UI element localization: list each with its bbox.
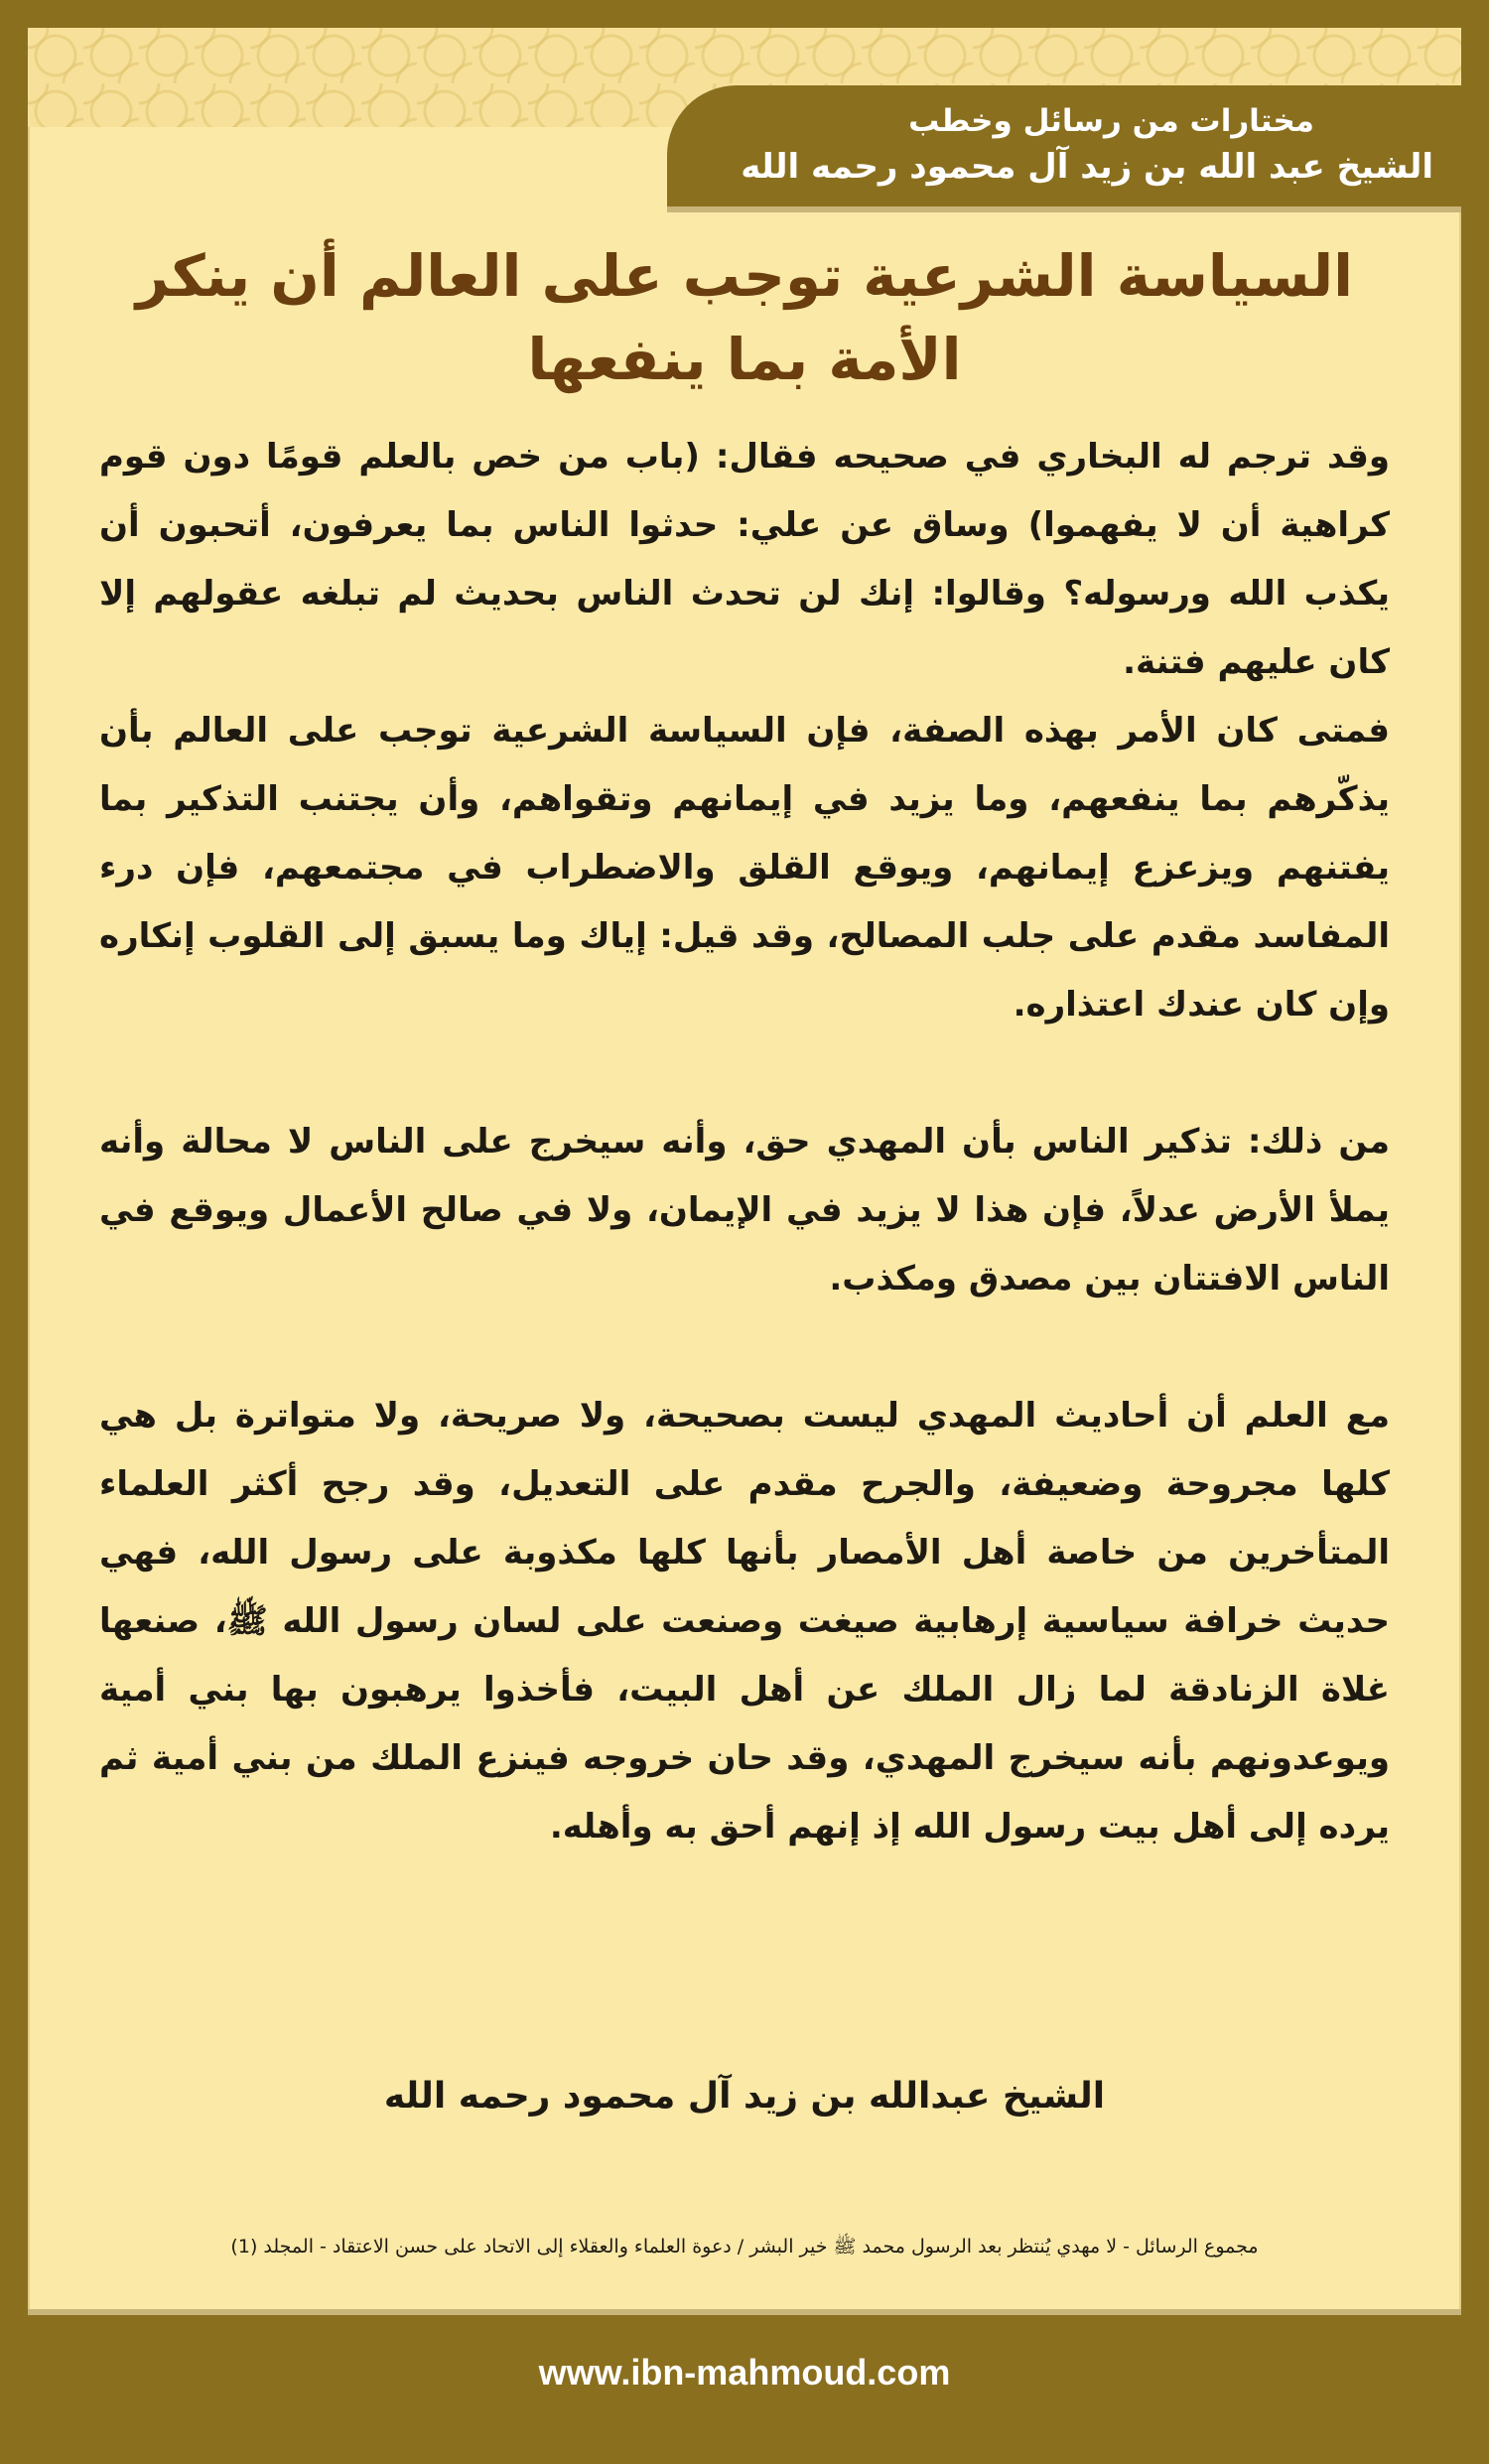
series-title: مختارات من رسائل وخطب [908, 103, 1314, 139]
paragraph-3: من ذلك: تذكير الناس بأن المهدي حق، وأنه سيخرج على الناس لا محالة وأنه يملأ الأرض عدلاً، فإن هذا لا يزيد في الإيمان، ولا في صالح الأعمال ويوقع في الناس الافتتان بين مصدق ومكذب. [99, 1122, 1390, 1299]
article-body [99, 423, 1390, 1861]
signature: الشيخ عبدالله بن زيد آل محمود رحمه الله [383, 2076, 1106, 2117]
paragraph-1: وقد ترجم له البخاري في صحيحه فقال: (باب من خص بالعلم قومًا دون قوم كراهية أن لا يفهموا) وساق عن علي: حدثوا الناس بما يعرفون، أتحبون أن يكذب الله ورسوله؟ وقالوا: إنك لن تحدث الناس بحديث لم تبلغه عقولهم إلا كان عليهم فتنة. [99, 437, 1390, 682]
source-citation: مجموع الرسائل - لا مهدي يُنتظر بعد الرسول محمد ﷺ خير البشر / دعوة العلماء والعقلاء إلى الاتحاد على حسن الاعتقاد - المجلد (1) [230, 2236, 1259, 2258]
paragraph-2: فمتى كان الأمر بهذه الصفة، فإن السياسة الشرعية توجب على العالم بأن يذكّرهم بما ينفعهم، وما يزيد في إيمانهم وتقواهم، وأن يجتنب التذكير بما يفتنهم ويزعزع إيمانهم، ويوقع القلق والاضطراب في مجتمعهم، فإن درء المفاسد مقدم على جلب المصالح، وقد قيل: إياك وما يسبق إلى القلوب إنكاره وإن كان عندك اعتذاره. [99, 711, 1390, 1025]
article-title: السياسة الشرعية توجب على العالم أن ينكر الأمة بما ينفعها [135, 242, 1354, 393]
website-link[interactable]: www.ibn-mahmoud.com [538, 2352, 951, 2393]
series-header [667, 85, 1461, 206]
article-card [28, 28, 1461, 2315]
paragraph-4: مع العلم أن أحاديث المهدي ليست بصحيحة، ولا صريحة، ولا متواترة بل هي كلها مجروحة وضعيفة، والجرح مقدم على التعديل، وقد رجح أكثر العلماء المتأخرين من خاصة أهل الأمصار بأنها كلها مكذوبة على رسول الله، فهي حديث خرافة سياسية إرهابية صيغت وصنعت على لسان رسول الله ﷺ، صنعها غلاة الزنادقة لما زال الملك عن أهل البيت، فأخذوا يرهبون بها بني أمية ويوعدونهم بأنه سيخرج المهدي، وقد حان خروجه فينزع الملك من بني أمية ثم يرده إلى أهل بيت رسول الله إذ إنهم أحق به وأهله. [99, 1396, 1390, 1847]
paragraph-spacer [99, 1039, 1390, 1108]
paragraph-spacer [99, 1313, 1390, 1382]
divider-line [28, 2309, 1461, 2315]
author-name-header: الشيخ عبد الله بن زيد آل محمود رحمه الله [741, 147, 1433, 187]
